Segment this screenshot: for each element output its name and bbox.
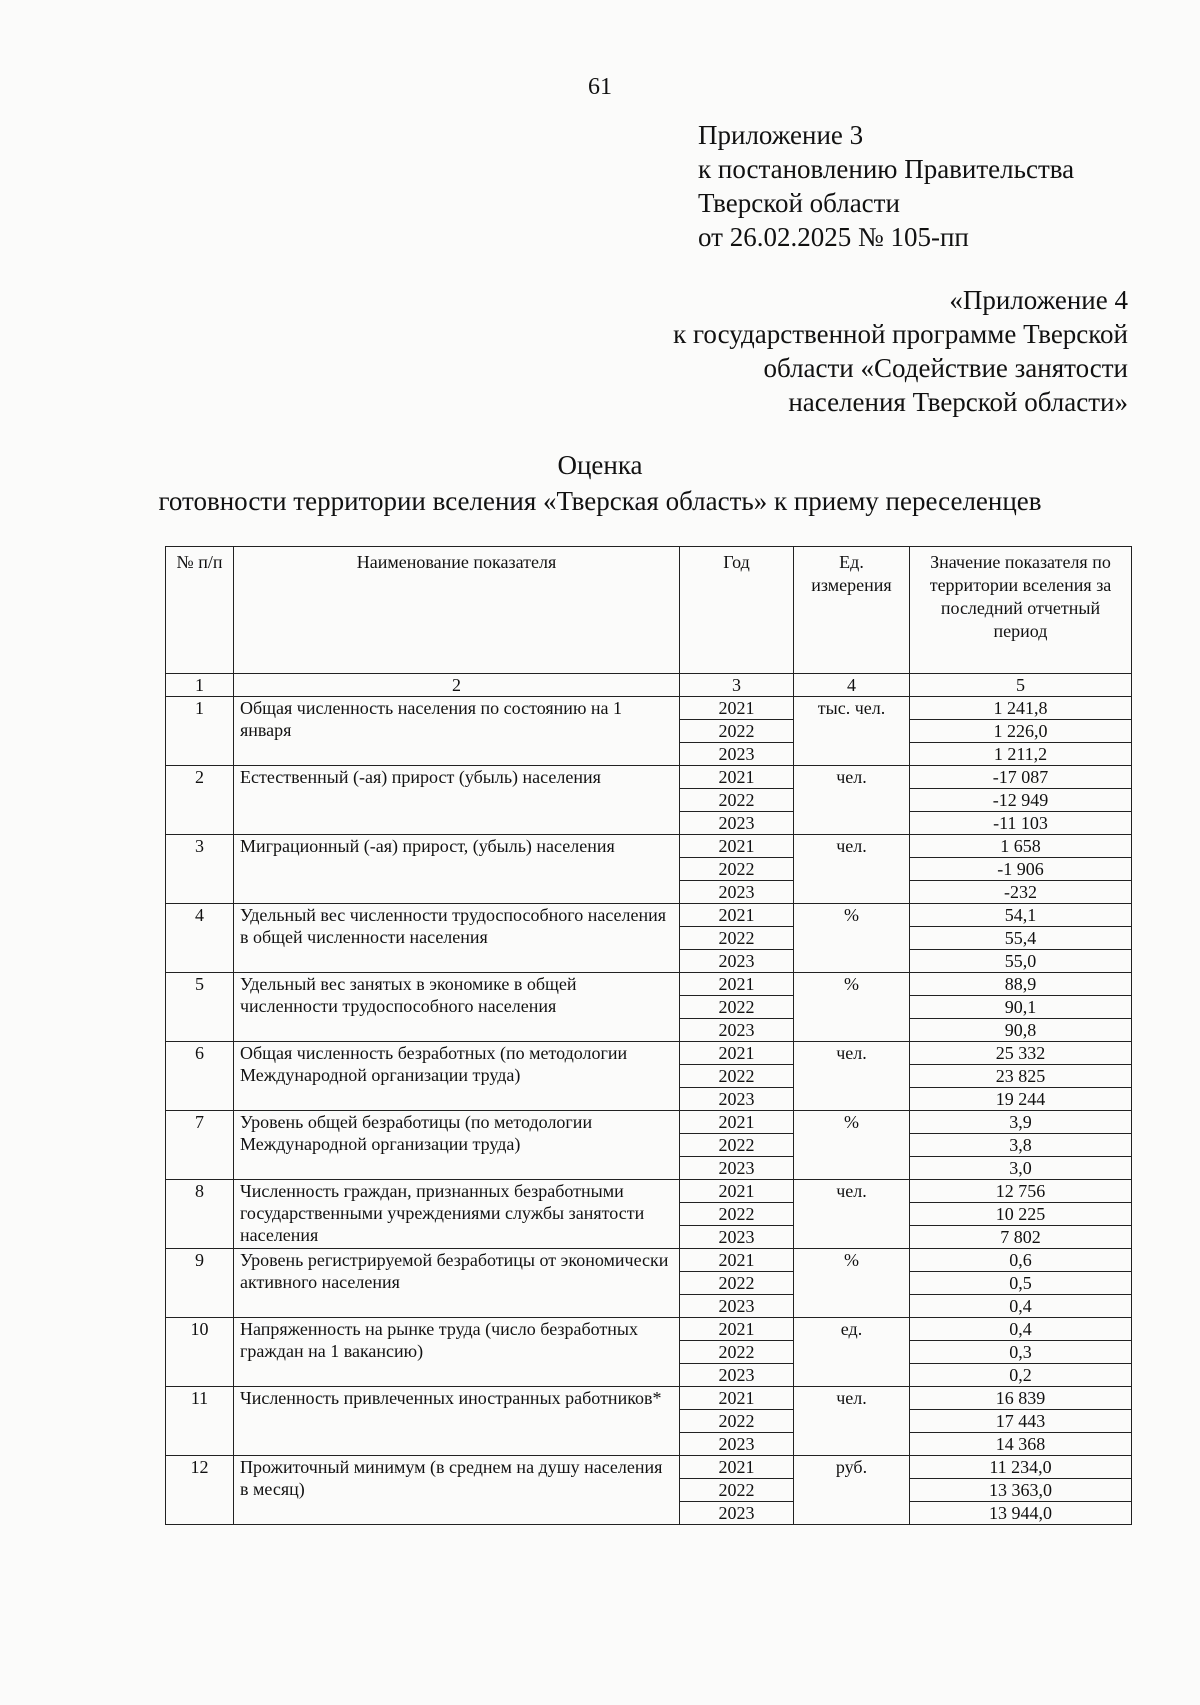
indicator-name-cell: Удельный вес занятых в экономике в общей численности трудоспособного населения xyxy=(234,973,680,1042)
value-cell: 12 756 xyxy=(910,1180,1132,1203)
year-cell: 2022 xyxy=(680,1203,794,1226)
value-cell: 14 368 xyxy=(910,1433,1132,1456)
indicator-name-cell: Численность привлеченных иностранных работников* xyxy=(234,1387,680,1456)
indicator-name-cell: Уровень общей безработицы (по методологии Международной организации труда) xyxy=(234,1111,680,1180)
table-row xyxy=(166,1111,1132,1134)
value-cell: 19 244 xyxy=(910,1088,1132,1111)
column-number-row xyxy=(166,674,1132,697)
year-cell: 2021 xyxy=(680,1042,794,1065)
column-number: 4 xyxy=(794,674,910,697)
table-row xyxy=(166,1318,1132,1341)
page-number: 61 xyxy=(588,74,612,100)
year-cell: 2022 xyxy=(680,1134,794,1157)
table-row xyxy=(166,766,1132,789)
value-cell: 1 211,2 xyxy=(910,743,1132,766)
value-cell: -1 906 xyxy=(910,858,1132,881)
document-title xyxy=(0,447,1200,519)
value-cell: 17 443 xyxy=(910,1410,1132,1433)
unit-cell: ед. xyxy=(794,1318,910,1387)
value-cell: 10 225 xyxy=(910,1203,1132,1226)
year-cell: 2021 xyxy=(680,1318,794,1341)
value-cell: 1 241,8 xyxy=(910,697,1132,720)
table-header-row xyxy=(166,547,1132,674)
value-cell: 25 332 xyxy=(910,1042,1132,1065)
value-cell: 90,8 xyxy=(910,1019,1132,1042)
table-row xyxy=(166,1456,1132,1479)
value-cell: 0,3 xyxy=(910,1341,1132,1364)
year-cell: 2022 xyxy=(680,720,794,743)
year-cell: 2021 xyxy=(680,1456,794,1479)
year-cell: 2022 xyxy=(680,1065,794,1088)
appendix-3-line: к постановлению Правительства xyxy=(698,154,1075,184)
year-cell: 2023 xyxy=(680,1502,794,1525)
value-cell: 0,4 xyxy=(910,1318,1132,1341)
appendix-3-line: Приложение 3 xyxy=(698,120,864,150)
unit-cell: руб. xyxy=(794,1456,910,1525)
table-row xyxy=(166,1387,1132,1410)
row-number-cell: 5 xyxy=(166,973,234,1042)
value-cell: 0,6 xyxy=(910,1249,1132,1272)
unit-cell: тыс. чел. xyxy=(794,697,910,766)
indicator-name-cell: Напряженность на рынке труда (число безработных граждан на 1 вакансию) xyxy=(234,1318,680,1387)
table-row xyxy=(166,697,1132,720)
unit-cell: % xyxy=(794,1111,910,1180)
appendix-3-line: Тверской области xyxy=(698,188,900,218)
value-cell: -11 103 xyxy=(910,812,1132,835)
value-cell: 23 825 xyxy=(910,1065,1132,1088)
table-row xyxy=(166,835,1132,858)
row-number-cell: 11 xyxy=(166,1387,234,1456)
year-cell: 2023 xyxy=(680,1088,794,1111)
header-value: Значение показателя по территории вселения за последний отчетный период xyxy=(910,547,1132,674)
value-cell: -232 xyxy=(910,881,1132,904)
appendix-3-heading xyxy=(698,118,1074,254)
row-number-cell: 4 xyxy=(166,904,234,973)
year-cell: 2022 xyxy=(680,1410,794,1433)
unit-cell: % xyxy=(794,1249,910,1318)
year-cell: 2021 xyxy=(680,1249,794,1272)
indicator-name-cell: Прожиточный минимум (в среднем на душу населения в месяц) xyxy=(234,1456,680,1525)
column-number: 5 xyxy=(910,674,1132,697)
year-cell: 2023 xyxy=(680,1433,794,1456)
appendix-4-line: к государственной программе Тверской xyxy=(673,319,1128,349)
row-number-cell: 9 xyxy=(166,1249,234,1318)
year-cell: 2021 xyxy=(680,835,794,858)
unit-cell: % xyxy=(794,904,910,973)
header-name: Наименование показателя xyxy=(234,547,680,674)
indicator-name-cell: Естественный (-ая) прирост (убыль) населения xyxy=(234,766,680,835)
year-cell: 2021 xyxy=(680,1111,794,1134)
row-number-cell: 7 xyxy=(166,1111,234,1180)
value-cell: 1 658 xyxy=(910,835,1132,858)
year-cell: 2022 xyxy=(680,858,794,881)
indicator-name-cell: Уровень регистрируемой безработицы от экономически активного населения xyxy=(234,1249,680,1318)
year-cell: 2023 xyxy=(680,881,794,904)
year-cell: 2021 xyxy=(680,973,794,996)
table-row xyxy=(166,1249,1132,1272)
row-number-cell: 10 xyxy=(166,1318,234,1387)
row-number-cell: 12 xyxy=(166,1456,234,1525)
value-cell: 1 226,0 xyxy=(910,720,1132,743)
value-cell: 3,0 xyxy=(910,1157,1132,1180)
value-cell: 3,8 xyxy=(910,1134,1132,1157)
value-cell: 13 363,0 xyxy=(910,1479,1132,1502)
indicators-table xyxy=(165,546,1132,1525)
unit-cell: % xyxy=(794,973,910,1042)
table-row xyxy=(166,904,1132,927)
value-cell: 54,1 xyxy=(910,904,1132,927)
row-number-cell: 2 xyxy=(166,766,234,835)
value-cell: 0,5 xyxy=(910,1272,1132,1295)
unit-cell: чел. xyxy=(794,1042,910,1111)
year-cell: 2022 xyxy=(680,996,794,1019)
value-cell: 0,4 xyxy=(910,1295,1132,1318)
value-cell: 88,9 xyxy=(910,973,1132,996)
value-cell: 11 234,0 xyxy=(910,1456,1132,1479)
year-cell: 2022 xyxy=(680,789,794,812)
title-line: готовности территории вселения «Тверская область» к приему переселенцев xyxy=(158,486,1042,516)
year-cell: 2023 xyxy=(680,743,794,766)
row-number-cell: 6 xyxy=(166,1042,234,1111)
appendix-4-line: «Приложение 4 xyxy=(949,285,1128,315)
appendix-4-line: населения Тверской области» xyxy=(788,387,1128,417)
year-cell: 2021 xyxy=(680,697,794,720)
title-line: Оценка xyxy=(557,450,643,480)
year-cell: 2021 xyxy=(680,766,794,789)
row-number-cell: 3 xyxy=(166,835,234,904)
value-cell: 0,2 xyxy=(910,1364,1132,1387)
appendix-4-line: области «Содействие занятости xyxy=(763,353,1128,383)
year-cell: 2022 xyxy=(680,1479,794,1502)
year-cell: 2023 xyxy=(680,1019,794,1042)
table-row xyxy=(166,1180,1132,1203)
column-number: 2 xyxy=(234,674,680,697)
unit-cell: чел. xyxy=(794,835,910,904)
value-cell: 55,4 xyxy=(910,927,1132,950)
year-cell: 2023 xyxy=(680,1364,794,1387)
value-cell: 16 839 xyxy=(910,1387,1132,1410)
year-cell: 2023 xyxy=(680,1226,794,1249)
year-cell: 2022 xyxy=(680,1272,794,1295)
appendix-3-line: от 26.02.2025 № 105-пп xyxy=(698,222,969,252)
indicator-name-cell: Удельный вес численности трудоспособного населения в общей численности населения xyxy=(234,904,680,973)
indicator-name-cell: Общая численность населения по состоянию на 1 января xyxy=(234,697,680,766)
year-cell: 2021 xyxy=(680,904,794,927)
row-number-cell: 8 xyxy=(166,1180,234,1249)
value-cell: -12 949 xyxy=(910,789,1132,812)
value-cell: -17 087 xyxy=(910,766,1132,789)
table-body xyxy=(166,697,1132,1525)
table-row xyxy=(166,973,1132,996)
header-num: № п/п xyxy=(166,547,234,674)
value-cell: 13 944,0 xyxy=(910,1502,1132,1525)
value-cell: 3,9 xyxy=(910,1111,1132,1134)
year-cell: 2023 xyxy=(680,1157,794,1180)
appendix-4-heading xyxy=(673,283,1128,419)
header-unit: Ед. измерения xyxy=(794,547,910,674)
unit-cell: чел. xyxy=(794,1180,910,1249)
year-cell: 2023 xyxy=(680,812,794,835)
year-cell: 2021 xyxy=(680,1387,794,1410)
year-cell: 2023 xyxy=(680,950,794,973)
table-row xyxy=(166,1042,1132,1065)
indicator-name-cell: Численность граждан, признанных безработными государственными учреждениями службы занятости населения xyxy=(234,1180,680,1249)
value-cell: 7 802 xyxy=(910,1226,1132,1249)
row-number-cell: 1 xyxy=(166,697,234,766)
year-cell: 2021 xyxy=(680,1180,794,1203)
year-cell: 2022 xyxy=(680,927,794,950)
year-cell: 2022 xyxy=(680,1341,794,1364)
indicator-name-cell: Общая численность безработных (по методологии Международной организации труда) xyxy=(234,1042,680,1111)
value-cell: 55,0 xyxy=(910,950,1132,973)
value-cell: 90,1 xyxy=(910,996,1132,1019)
column-number: 3 xyxy=(680,674,794,697)
column-number: 1 xyxy=(166,674,234,697)
indicator-name-cell: Миграционный (-ая) прирост, (убыль) населения xyxy=(234,835,680,904)
unit-cell: чел. xyxy=(794,766,910,835)
unit-cell: чел. xyxy=(794,1387,910,1456)
header-year: Год xyxy=(680,547,794,674)
year-cell: 2023 xyxy=(680,1295,794,1318)
